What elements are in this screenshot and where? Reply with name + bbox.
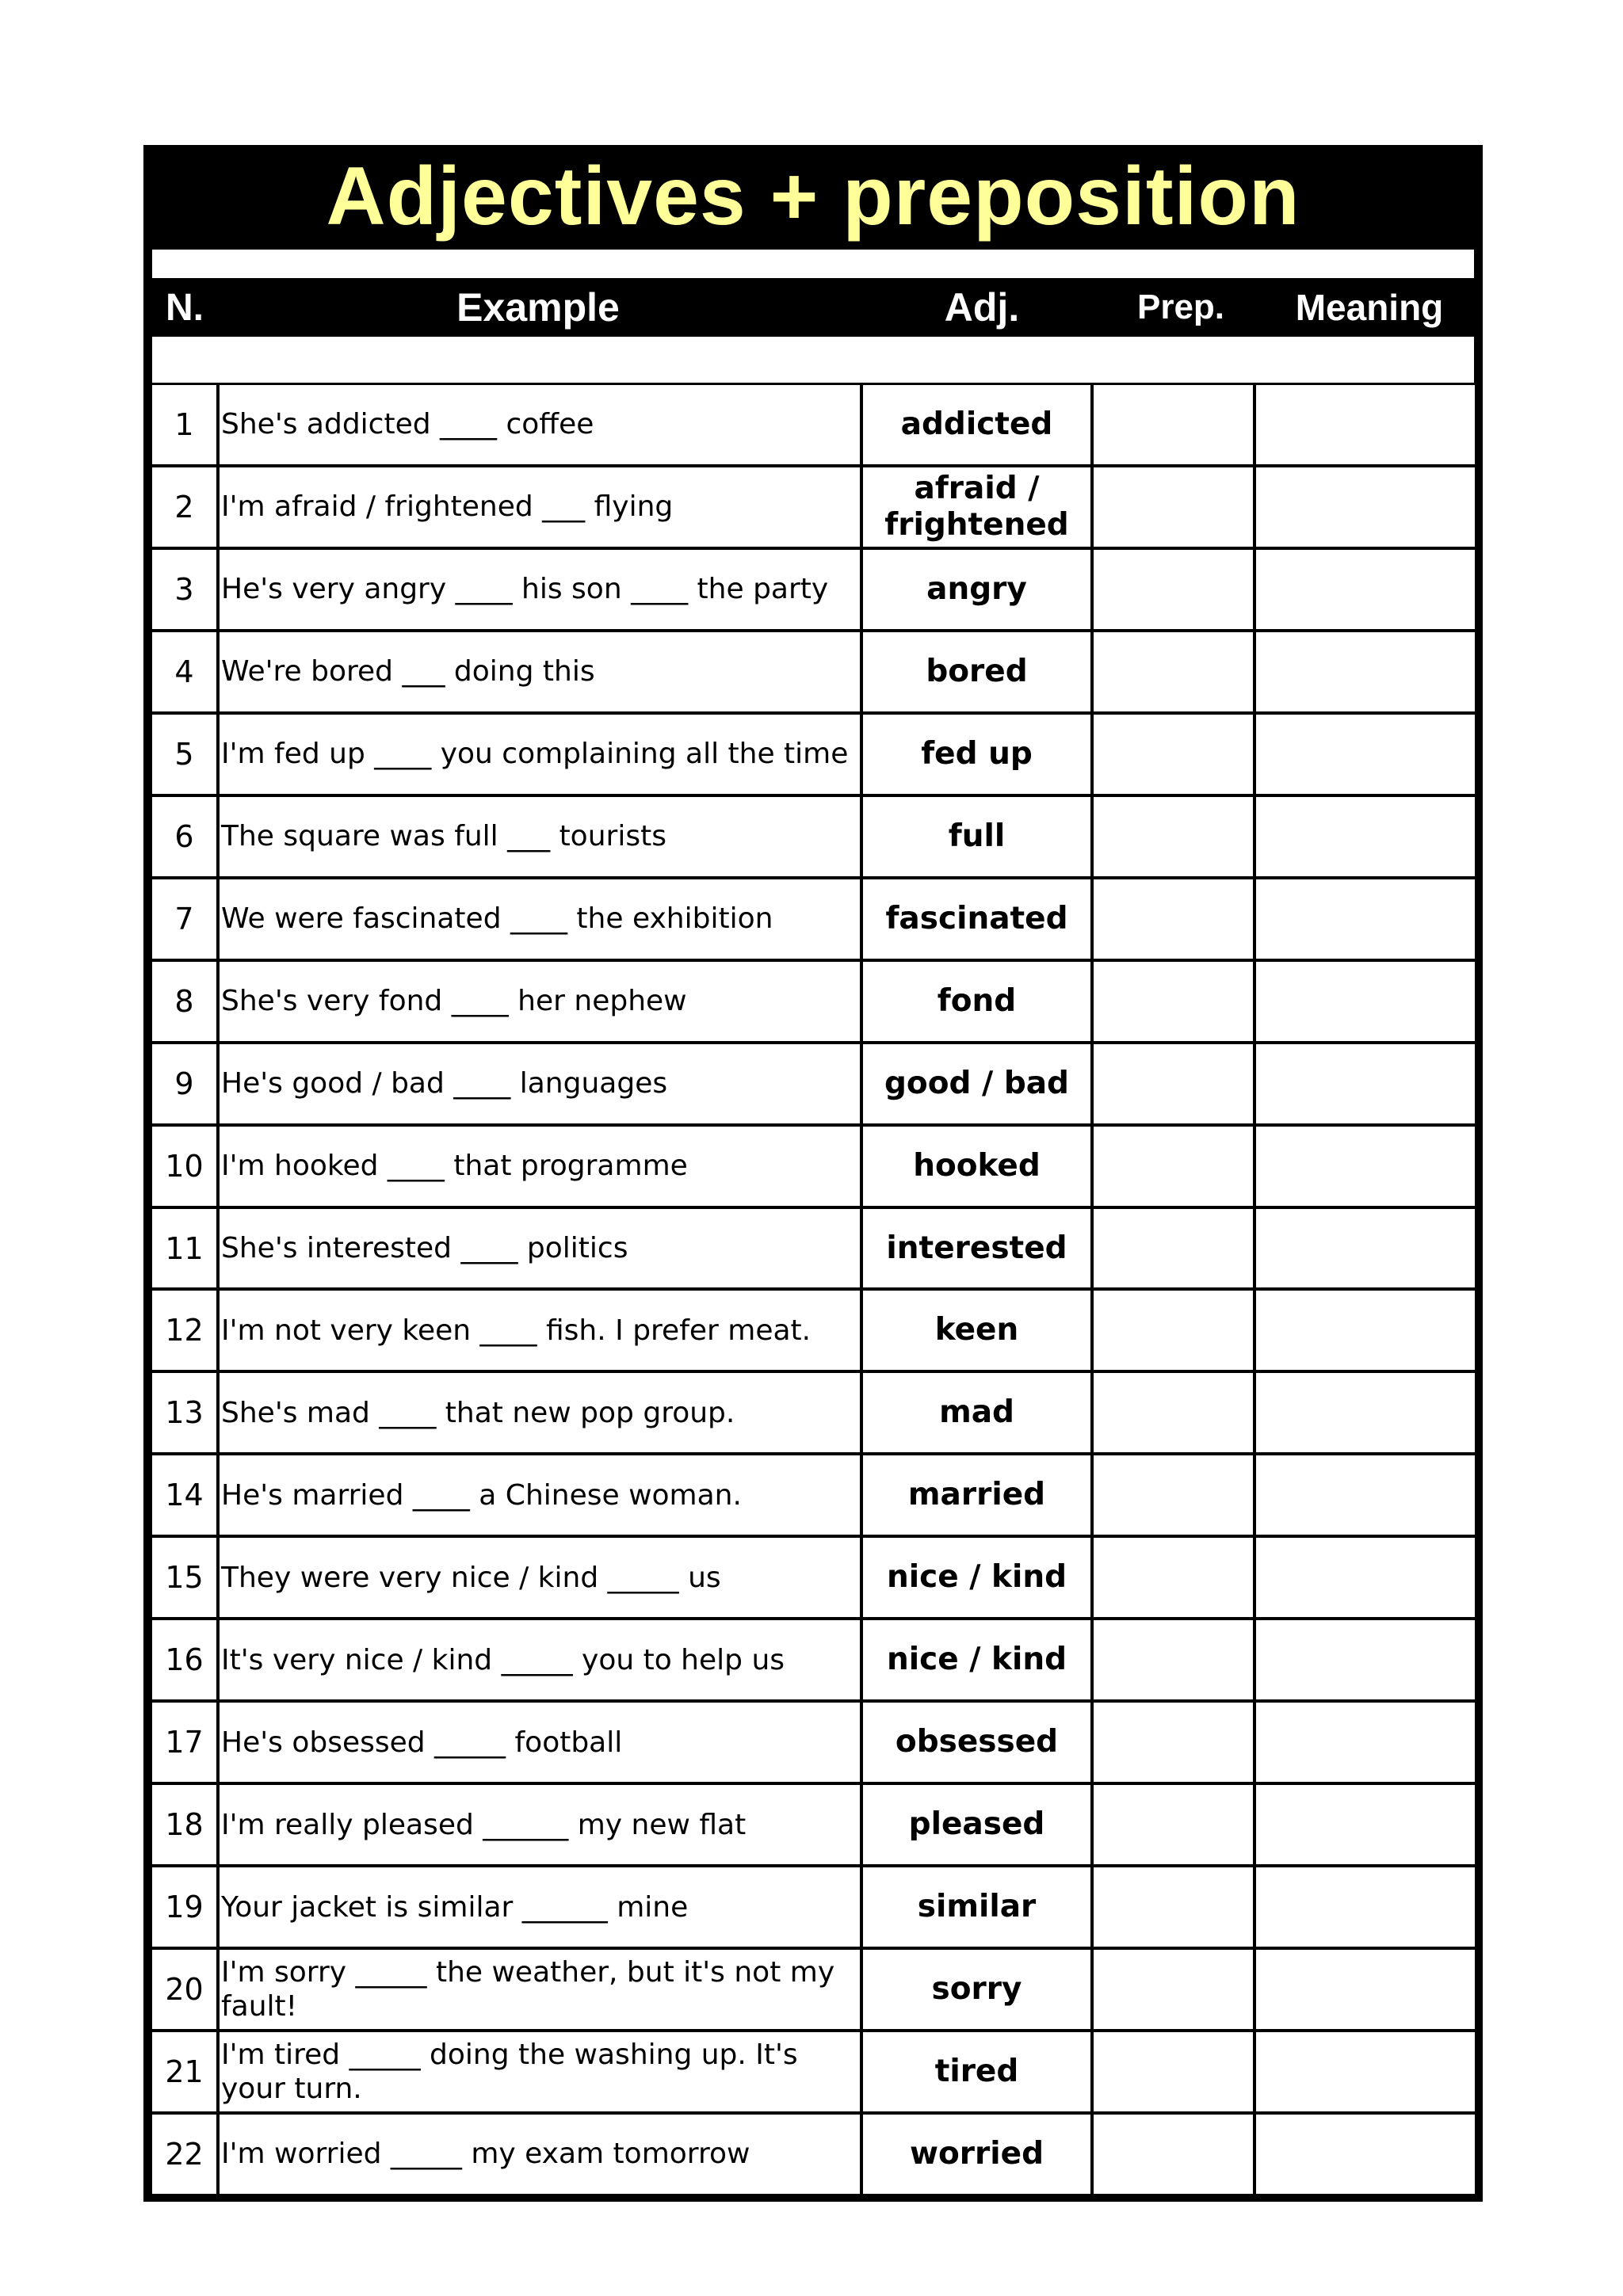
worksheet-table: [143, 145, 1483, 2202]
adjective-cell: keen: [863, 1291, 1090, 1370]
adjective-cell: interested: [863, 1209, 1090, 1288]
table-row: [152, 2115, 1474, 2194]
table-row: [152, 1209, 1474, 1288]
header-spacer: [152, 337, 1474, 383]
table-row: [152, 879, 1474, 959]
meaning-answer-cell[interactable]: [1256, 797, 1475, 876]
preposition-answer-cell[interactable]: [1094, 1127, 1253, 1206]
row-number: 17: [152, 1703, 216, 1782]
meaning-answer-cell[interactable]: [1256, 1044, 1475, 1123]
table-row: [152, 550, 1474, 629]
table-row: [152, 1044, 1474, 1123]
preposition-answer-cell[interactable]: [1094, 1455, 1253, 1535]
header-number: N.: [166, 286, 204, 329]
example-sentence: I'm sorry _____ the weather, but it's not my fault!: [220, 1950, 860, 2029]
preposition-answer-cell[interactable]: [1094, 1620, 1253, 1699]
table-row: [152, 1950, 1474, 2029]
preposition-answer-cell[interactable]: [1094, 1703, 1253, 1782]
table-row: [152, 1867, 1474, 1947]
example-sentence: We were fascinated ____ the exhibition: [220, 879, 860, 959]
meaning-answer-cell[interactable]: [1256, 715, 1475, 794]
example-sentence: We're bored ___ doing this: [220, 632, 860, 711]
example-sentence: I'm tired _____ doing the washing up. It's your turn.: [220, 2032, 860, 2111]
adjective-cell: bored: [863, 632, 1090, 711]
adjective-cell: fed up: [863, 715, 1090, 794]
example-sentence: It's very nice / kind _____ you to help us: [220, 1620, 860, 1699]
adjective-cell: nice / kind: [863, 1620, 1090, 1699]
preposition-answer-cell[interactable]: [1094, 2115, 1253, 2194]
preposition-answer-cell[interactable]: [1094, 797, 1253, 876]
row-number: 7: [152, 879, 216, 959]
adjective-cell: worried: [863, 2115, 1090, 2194]
adjective-cell: obsessed: [863, 1703, 1090, 1782]
preposition-answer-cell[interactable]: [1094, 2032, 1253, 2111]
example-sentence: He's obsessed _____ football: [220, 1703, 860, 1782]
meaning-answer-cell[interactable]: [1256, 1785, 1475, 1864]
adjective-cell: married: [863, 1455, 1090, 1535]
table-row: [152, 1373, 1474, 1452]
table-row: [152, 467, 1474, 547]
preposition-answer-cell[interactable]: [1094, 962, 1253, 1041]
meaning-answer-cell[interactable]: [1256, 1209, 1475, 1288]
row-number: 8: [152, 962, 216, 1041]
example-sentence: The square was full ___ tourists: [220, 797, 860, 876]
preposition-answer-cell[interactable]: [1094, 1291, 1253, 1370]
table-header: [152, 281, 1474, 334]
preposition-answer-cell[interactable]: [1094, 1867, 1253, 1947]
preposition-answer-cell[interactable]: [1094, 879, 1253, 959]
table-row: [152, 1785, 1474, 1864]
meaning-answer-cell[interactable]: [1256, 1703, 1475, 1782]
meaning-answer-cell[interactable]: [1256, 467, 1475, 547]
preposition-answer-cell[interactable]: [1094, 632, 1253, 711]
adjective-cell: fascinated: [863, 879, 1090, 959]
row-number: 10: [152, 1127, 216, 1206]
header-meaning: Meaning: [1295, 287, 1444, 328]
adjective-cell: good / bad: [863, 1044, 1090, 1123]
meaning-answer-cell[interactable]: [1256, 1455, 1475, 1535]
example-sentence: He's good / bad ____ languages: [220, 1044, 860, 1123]
table-row: [152, 2032, 1474, 2111]
preposition-answer-cell[interactable]: [1094, 1044, 1253, 1123]
table-row: [152, 385, 1474, 464]
row-number: 9: [152, 1044, 216, 1123]
row-number: 13: [152, 1373, 216, 1452]
table-row: [152, 962, 1474, 1041]
example-sentence: I'm fed up ____ you complaining all the time: [220, 715, 860, 794]
meaning-answer-cell[interactable]: [1256, 1291, 1475, 1370]
table-row: [152, 1127, 1474, 1206]
meaning-answer-cell[interactable]: [1256, 1373, 1475, 1452]
title-spacer: [152, 250, 1474, 278]
example-sentence: I'm hooked ____ that programme: [220, 1127, 860, 1206]
row-number: 18: [152, 1785, 216, 1864]
adjective-cell: full: [863, 797, 1090, 876]
preposition-answer-cell[interactable]: [1094, 1785, 1253, 1864]
row-number: 15: [152, 1538, 216, 1617]
example-sentence: She's mad ____ that new pop group.: [220, 1373, 860, 1452]
row-number: 20: [152, 1950, 216, 2029]
table-row: [152, 1291, 1474, 1370]
meaning-answer-cell[interactable]: [1256, 1867, 1475, 1947]
meaning-answer-cell[interactable]: [1256, 2115, 1475, 2194]
table-row: [152, 632, 1474, 711]
preposition-answer-cell[interactable]: [1094, 1209, 1253, 1288]
adjective-cell: afraid / frightened: [863, 467, 1090, 547]
adjective-cell: hooked: [863, 1127, 1090, 1206]
table-row: [152, 1455, 1474, 1535]
table-row: [152, 715, 1474, 794]
header-preposition: Prep.: [1136, 288, 1225, 326]
table-row: [152, 1620, 1474, 1699]
row-number: 16: [152, 1620, 216, 1699]
header-example: Example: [456, 285, 620, 330]
table-row: [152, 1703, 1474, 1782]
meaning-answer-cell[interactable]: [1256, 1620, 1475, 1699]
preposition-answer-cell[interactable]: [1094, 385, 1253, 464]
example-sentence: She's very fond ____ her nephew: [220, 962, 860, 1041]
adjective-cell: angry: [863, 550, 1090, 629]
meaning-answer-cell[interactable]: [1256, 1950, 1475, 2029]
row-number: 6: [152, 797, 216, 876]
table-row: [152, 1538, 1474, 1617]
meaning-answer-cell[interactable]: [1256, 962, 1475, 1041]
preposition-answer-cell[interactable]: [1094, 467, 1253, 547]
table-body: [152, 385, 1474, 2194]
example-sentence: I'm really pleased ______ my new flat: [220, 1785, 860, 1864]
meaning-answer-cell[interactable]: [1256, 2032, 1475, 2111]
row-number: 3: [152, 550, 216, 629]
row-number: 22: [152, 2115, 216, 2194]
adjective-cell: nice / kind: [863, 1538, 1090, 1617]
example-sentence: She's interested ____ politics: [220, 1209, 860, 1288]
adjective-cell: sorry: [863, 1950, 1090, 2029]
preposition-answer-cell[interactable]: [1094, 715, 1253, 794]
row-number: 12: [152, 1291, 216, 1370]
worksheet-title: Adjectives + preposition: [326, 150, 1300, 242]
adjective-cell: fond: [863, 962, 1090, 1041]
row-number: 11: [152, 1209, 216, 1288]
row-number: 4: [152, 632, 216, 711]
example-sentence: He's very angry ____ his son ____ the party: [220, 550, 860, 629]
example-sentence: Your jacket is similar ______ mine: [220, 1867, 860, 1947]
table-row: [152, 797, 1474, 876]
preposition-answer-cell[interactable]: [1094, 1950, 1253, 2029]
meaning-answer-cell[interactable]: [1256, 1127, 1475, 1206]
meaning-answer-cell[interactable]: [1256, 879, 1475, 959]
adjective-cell: mad: [863, 1373, 1090, 1452]
example-sentence: He's married ____ a Chinese woman.: [220, 1455, 860, 1535]
adjective-cell: tired: [863, 2032, 1090, 2111]
header-adjective: Adj.: [944, 285, 1020, 330]
row-number: 5: [152, 715, 216, 794]
row-number: 19: [152, 1867, 216, 1947]
row-number: 2: [152, 467, 216, 547]
row-number: 21: [152, 2032, 216, 2111]
example-sentence: I'm worried _____ my exam tomorrow: [220, 2115, 860, 2194]
example-sentence: I'm afraid / frightened ___ flying: [220, 467, 860, 547]
adjective-cell: pleased: [863, 1785, 1090, 1864]
preposition-answer-cell[interactable]: [1094, 550, 1253, 629]
meaning-answer-cell[interactable]: [1256, 385, 1475, 464]
preposition-answer-cell[interactable]: [1094, 1538, 1253, 1617]
example-sentence: She's addicted ____ coffee: [220, 385, 860, 464]
row-number: 1: [152, 385, 216, 464]
preposition-answer-cell[interactable]: [1094, 1373, 1253, 1452]
adjective-cell: similar: [863, 1867, 1090, 1947]
example-sentence: They were very nice / kind _____ us: [220, 1538, 860, 1617]
meaning-answer-cell[interactable]: [1256, 550, 1475, 629]
adjective-cell: addicted: [863, 385, 1090, 464]
meaning-answer-cell[interactable]: [1256, 1538, 1475, 1617]
row-number: 14: [152, 1455, 216, 1535]
example-sentence: I'm not very keen ____ fish. I prefer meat.: [220, 1291, 860, 1370]
meaning-answer-cell[interactable]: [1256, 632, 1475, 711]
